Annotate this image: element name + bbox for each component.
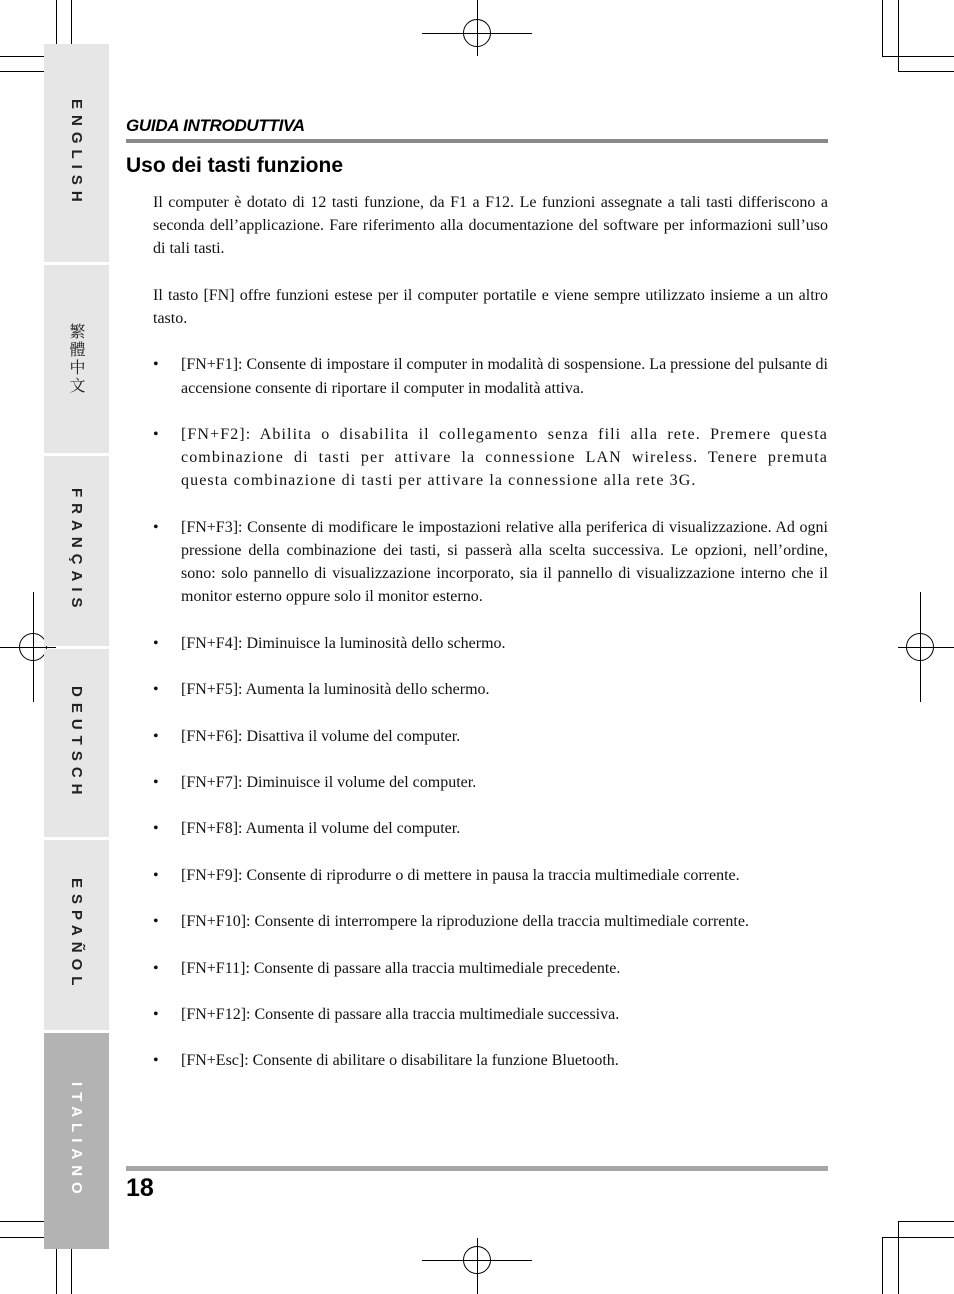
- bullet-icon: •: [153, 1005, 159, 1023]
- tab-traditional-chinese[interactable]: [44, 265, 109, 453]
- list-item: [153, 864, 828, 887]
- list-item: [153, 910, 828, 933]
- list-item: [153, 423, 828, 493]
- tab-english[interactable]: [44, 44, 109, 262]
- bullet-icon: •: [153, 773, 159, 791]
- list-item: [153, 678, 828, 701]
- bullet-icon: •: [153, 634, 159, 652]
- list-item-text: [FN+F4]: Diminuisce la luminosità dello schermo.: [181, 634, 506, 652]
- section-title: Uso dei tasti funzione: [126, 154, 344, 177]
- list-item-text: [FN+F11]: Consente di passare alla traccia multimediale precedente.: [181, 959, 621, 977]
- list-item: [153, 817, 828, 840]
- tab-italian[interactable]: [44, 1033, 109, 1249]
- tab-german[interactable]: [44, 649, 109, 837]
- list-item: [153, 725, 828, 748]
- bullet-icon: •: [153, 959, 159, 977]
- page-number: 18: [126, 1174, 154, 1202]
- tab-french[interactable]: [44, 456, 109, 646]
- bullet-icon: •: [153, 518, 159, 536]
- list-item-text: [FN+Esc]: Consente di abilitare o disabilitare la funzione Bluetooth.: [181, 1052, 619, 1070]
- bullet-icon: •: [153, 356, 159, 374]
- bullet-icon: •: [153, 681, 159, 699]
- fn-key-paragraph: Il tasto [FN] offre funzioni estese per il computer portatile e viene sempre utilizzato insieme a un altro tasto.: [153, 286, 828, 327]
- tab-label: 繁體中文: [67, 323, 86, 395]
- list-item-text: [FN+F6]: Disattiva il volume del computer.: [181, 727, 461, 745]
- list-item: [153, 1003, 828, 1026]
- list-item: [153, 1049, 828, 1072]
- list-item: [153, 516, 828, 609]
- list-item-text: [FN+F2]: Abilita o disabilita il collegamento senza fili alla rete. Premere questa combinazione di tasti per attivare la connessione LAN wireless. Tenere premuta questa combinazione di tasti per attivare la connessione alla rete 3G.: [181, 425, 828, 490]
- list-item: [153, 957, 828, 980]
- bullet-icon: •: [153, 1052, 159, 1070]
- list-item-text: [FN+F5]: Aumenta la luminosità dello schermo.: [181, 681, 490, 699]
- list-item-text: [FN+F10]: Consente di interrompere la riproduzione della traccia multimediale corrente.: [181, 913, 749, 931]
- function-key-list: [153, 353, 828, 1072]
- list-item-text: [FN+F8]: Aumenta il volume del computer.: [181, 820, 461, 838]
- tab-spanish[interactable]: [44, 840, 109, 1030]
- tab-label: DEUTSCH: [68, 685, 85, 801]
- tab-label: FRANÇAIS: [68, 488, 85, 614]
- list-item-text: [FN+F3]: Consente di modificare le impostazioni relative alla periferica di visualizzazione. Ad ogni pressione della combinazione dei tasti, si passerà alla scelta successiva. Le opzioni, nell’ordine, sono: solo pannello di visualizzazione incorporato, sia il pannello di visualizzazione interno che il monitor esterno oppure solo il monitor esterno.: [181, 518, 828, 606]
- list-item: [153, 353, 828, 399]
- body-content: [153, 191, 828, 1096]
- list-item-text: [FN+F9]: Consente di riprodurre o di mettere in pausa la traccia multimediale corrente.: [181, 866, 740, 884]
- running-head: GUIDA INTRODUTTIVA: [126, 116, 305, 135]
- header-rule: [126, 139, 828, 143]
- bullet-icon: •: [153, 820, 159, 838]
- list-item-text: [FN+F7]: Diminuisce il volume del computer.: [181, 773, 477, 791]
- list-item: [153, 632, 828, 655]
- bullet-icon: •: [153, 727, 159, 745]
- tab-label: ENGLISH: [68, 98, 85, 208]
- tab-label: ESPAÑOL: [68, 878, 85, 992]
- list-item-text: [FN+F12]: Consente di passare alla traccia multimediale successiva.: [181, 1005, 620, 1023]
- list-item: [153, 771, 828, 794]
- tab-label: ITALIANO: [68, 1082, 85, 1200]
- bullet-icon: •: [153, 866, 159, 884]
- footer-rule: [126, 1166, 828, 1171]
- list-item-text: [FN+F1]: Consente di impostare il computer in modalità di sospensione. La pressione del pulsante di accensione consente di riportare il computer in modalità attiva.: [181, 356, 828, 397]
- intro-paragraph: Il computer è dotato di 12 tasti funzione, da F1 a F12. Le funzioni assegnate a tali tasti differiscono a seconda dell’applicazione. Fare riferimento alla documentazione del software per informazioni sull’uso di tali tasti.: [153, 194, 828, 258]
- bullet-icon: •: [153, 425, 159, 443]
- bullet-icon: •: [153, 913, 159, 931]
